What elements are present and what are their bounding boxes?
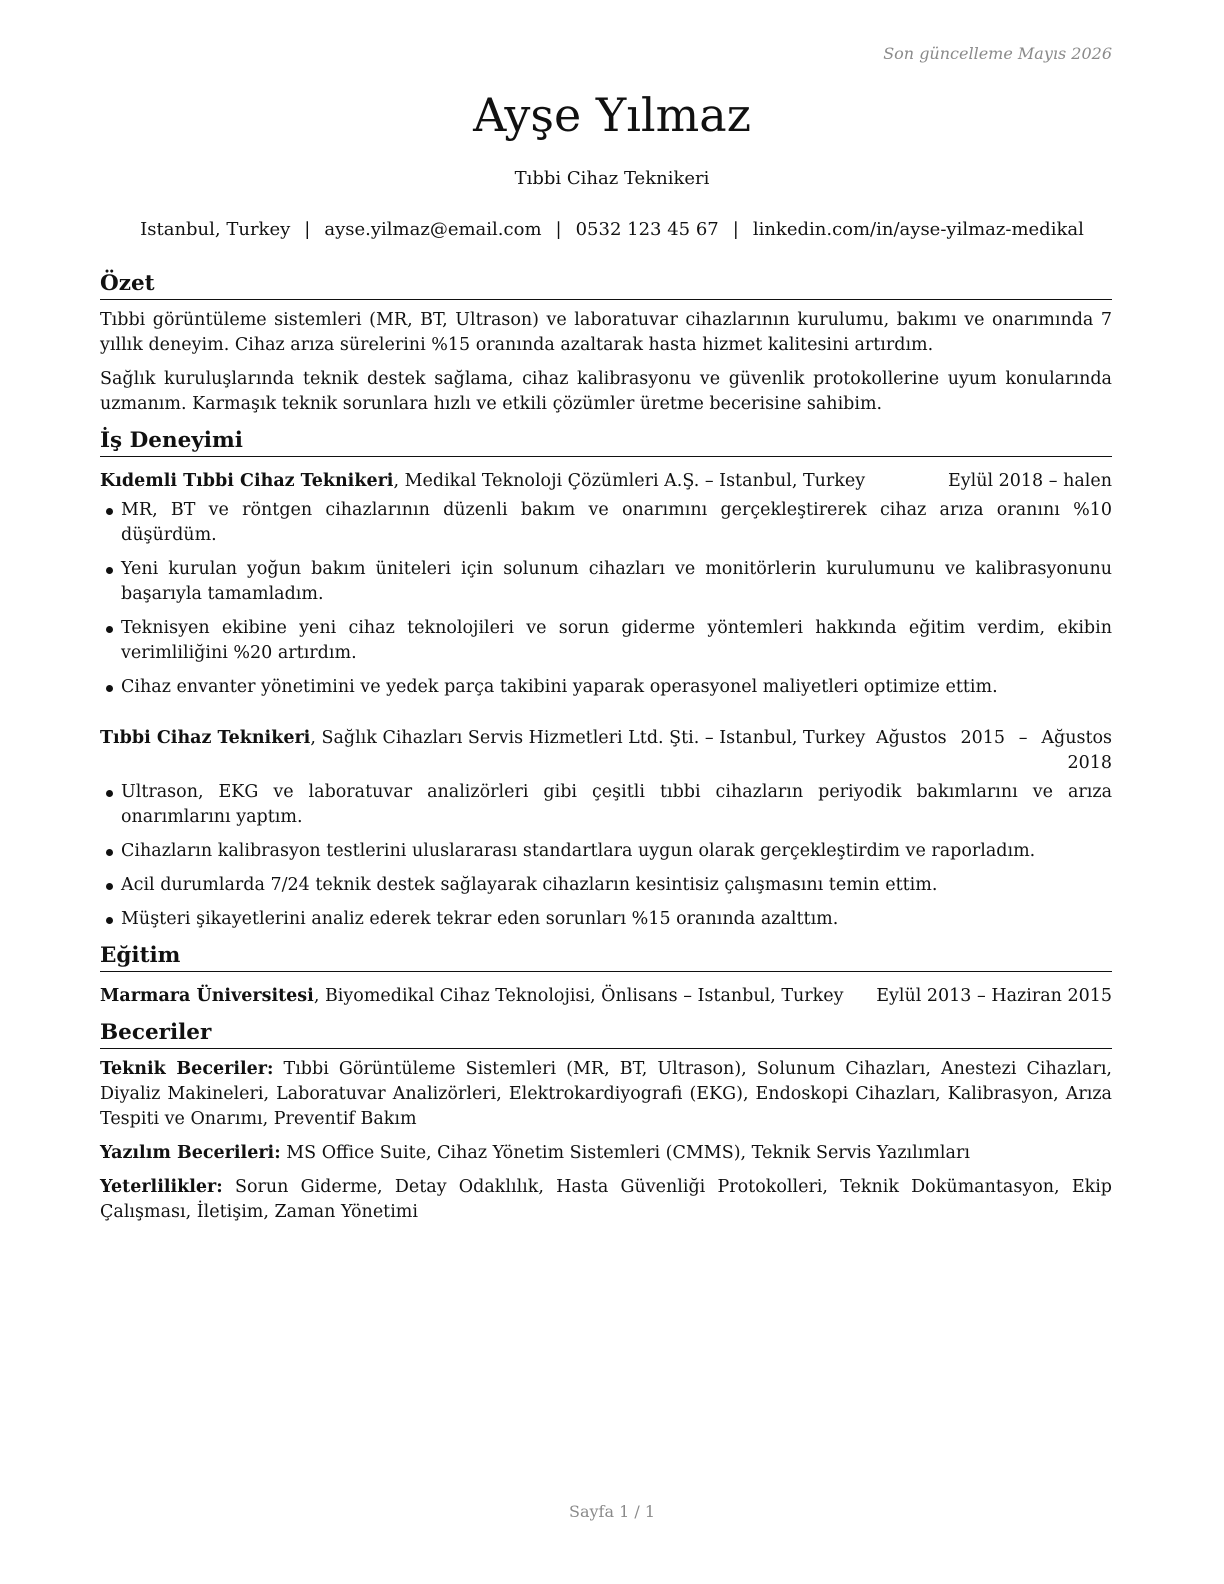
- skill-line-software: [100, 1141, 1112, 1166]
- last-updated-note: Son güncelleme Mayıs 2026: [883, 44, 1112, 63]
- contact-separator: |: [304, 219, 311, 240]
- candidate-name: Ayşe Yılmaz: [473, 88, 751, 142]
- job-header: [100, 469, 1112, 494]
- list-item: Ultrason, EKG ve laboratuvar analizörleri gibi çeşitli tıbbi cihazların periyodik bakımlarını ve arıza onarımlarını yaptım.: [121, 780, 1112, 830]
- skill-label: Yazılım Becerileri:: [100, 1143, 281, 1163]
- job-entry: [100, 726, 1112, 932]
- summary-paragraph: Tıbbi görüntüleme sistemleri (MR, BT, Ultrason) ve laboratuvar cihazlarının kurulumu, bakımı ve onarımında 7 yıllık deneyim. Cihaz arıza sürelerini %15 oranında azaltarak hasta hizmet kalitesini artırdım.: [100, 310, 1112, 355]
- job-bullets: [100, 498, 1112, 700]
- page-number: Sayfa 1 / 1: [568, 1502, 655, 1521]
- list-item: Teknisyen ekibine yeni cihaz teknolojileri ve sorun giderme yöntemleri hakkında eğitim verdim, ekibin verimliliğini %20 artırdım.: [121, 616, 1112, 666]
- job-header: [100, 726, 1112, 776]
- skill-line-competencies: [100, 1175, 1112, 1225]
- list-item: Cihazların kalibrasyon testlerini uluslararası standartlara uygun olarak gerçekleştirdim ve raporladım.: [121, 839, 1112, 864]
- list-item: Cihaz envanter yönetimini ve yedek parça takibini yaparak operasyonel maliyetleri optimize ettim.: [121, 675, 1112, 700]
- job-entry: [100, 469, 1112, 700]
- list-item: Yeni kurulan yoğun bakım üniteleri için solunum cihazları ve monitörlerin kurulumunu ve kalibrasyonunu başarıyla tamamladım.: [121, 557, 1112, 607]
- skill-label: Yeterlilikler:: [100, 1177, 223, 1197]
- job-company: , Sağlık Cihazları Servis Hizmetleri Ltd. Şti. – Istanbul, Turkey: [310, 728, 866, 748]
- list-item: MR, BT ve röntgen cihazlarının düzenli bakım ve onarımını gerçekleştirerek cihaz arıza oranını %10 düşürdüm.: [121, 498, 1112, 548]
- job-role: Kıdemli Tıbbi Cihaz Teknikeri: [100, 471, 394, 491]
- job-dates: Eylül 2018 – halen: [947, 471, 1112, 491]
- skill-text: Sorun Giderme, Detay Odaklılık, Hasta Güvenliği Protokolleri, Teknik Dokümantasyon, Ekip Çalışması, İletişim, Zaman Yönetimi: [100, 1177, 1112, 1222]
- education-entry: [100, 984, 1112, 1009]
- skill-label: Teknik Beceriler:: [100, 1059, 274, 1079]
- contact-separator: |: [555, 219, 562, 240]
- education-heading: Eğitim: [100, 942, 1112, 972]
- resume-body: [100, 270, 1112, 1225]
- education-school: Marmara Üniversitesi: [100, 986, 314, 1006]
- contact-location: Istanbul, Turkey: [140, 219, 291, 240]
- education-section: [100, 942, 1112, 1009]
- contact-line: [0, 219, 1224, 240]
- skill-line-technical: [100, 1057, 1112, 1132]
- summary-paragraph: Sağlık kuruluşlarında teknik destek sağlama, cihaz kalibrasyonu ve güvenlik protokollerine uyum konularında uzmanım. Karmaşık teknik sorunlara hızlı ve etkili çözümler üretme becerisine sahibim.: [100, 369, 1112, 414]
- job-bullets: [100, 780, 1112, 932]
- list-item: Acil durumlarda 7/24 teknik destek sağlayarak cihazların kesintisiz çalışmasını temin ettim.: [121, 873, 1112, 898]
- job-role: Tıbbi Cihaz Teknikeri: [100, 728, 311, 748]
- summary-section: [100, 270, 1112, 417]
- candidate-title: Tıbbi Cihaz Teknikeri: [514, 168, 710, 189]
- experience-heading: İş Deneyimi: [100, 427, 1112, 457]
- list-item: Müşteri şikayetlerini analiz ederek tekrar eden sorunları %15 oranında azalttım.: [121, 907, 1112, 932]
- experience-section: [100, 427, 1112, 932]
- skills-section: [100, 1019, 1112, 1225]
- contact-separator: |: [732, 219, 739, 240]
- summary-heading: Özet: [100, 270, 1112, 300]
- education-dates: Eylül 2013 – Haziran 2015: [876, 986, 1112, 1006]
- education-detail: , Biyomedikal Cihaz Teknolojisi, Önlisans – Istanbul, Turkey: [313, 986, 844, 1006]
- contact-email[interactable]: ayse.yilmaz@email.com: [324, 219, 542, 240]
- contact-phone: 0532 123 45 67: [575, 219, 719, 240]
- contact-linkedin[interactable]: linkedin.com/in/ayse-yilmaz-medikal: [752, 219, 1084, 240]
- skill-text: MS Office Suite, Cihaz Yönetim Sistemleri (CMMS), Teknik Servis Yazılımları: [280, 1143, 970, 1163]
- skills-heading: Beceriler: [100, 1019, 1112, 1049]
- job-dates: Ağustos 2015 – Ağustos 2018: [876, 728, 1112, 773]
- job-company: , Medikal Teknoloji Çözümleri A.Ş. – Istanbul, Turkey: [393, 471, 866, 491]
- skill-text: Tıbbi Görüntüleme Sistemleri (MR, BT, Ultrason), Solunum Cihazları, Anestezi Cihazları, Diyaliz Makineleri, Laboratuvar Analizörleri, Elektrokardiyografi (EKG), Endoskopi Cihazları, Kalibrasyon, Arıza Tespiti ve Onarımı, Preventif Bakım: [100, 1059, 1112, 1129]
